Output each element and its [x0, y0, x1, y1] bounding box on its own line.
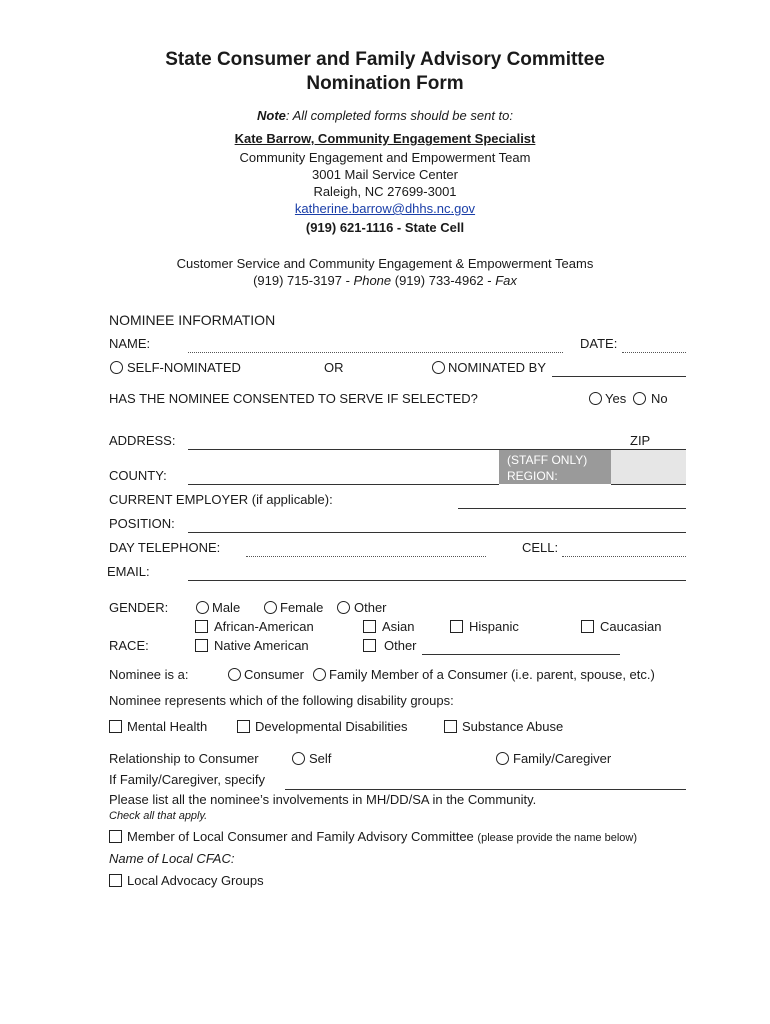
phone-number: (919) 715-3197 - [253, 273, 354, 288]
relationship-family-label: Family/Caregiver [513, 751, 612, 766]
disability-groups-question: Nominee represents which of the following disability groups: [109, 693, 454, 708]
staff-only-region-box [499, 450, 611, 484]
name-label: NAME: [109, 336, 151, 351]
relationship-label: Relationship to Consumer [109, 751, 259, 766]
contact-address2: Raleigh, NC 27699-3001 [313, 184, 457, 199]
position-field[interactable] [188, 532, 686, 533]
day-phone-field[interactable] [246, 556, 486, 557]
local-committee-note: (please provide the name below) [477, 832, 638, 844]
advocacy-groups-label: Local Advocacy Groups [127, 873, 264, 888]
cell-field[interactable] [562, 556, 686, 557]
consent-yes-radio[interactable] [589, 392, 602, 405]
note-line [0, 108, 770, 123]
employer-label: CURRENT EMPLOYER (if applicable): [109, 492, 333, 507]
or-label: OR [324, 360, 344, 375]
relationship-self-radio[interactable] [292, 752, 305, 765]
race-african-american-label: African-American [214, 619, 314, 634]
region-label: REGION: [507, 469, 558, 483]
gender-female-radio[interactable] [264, 601, 277, 614]
specify-field[interactable] [285, 789, 686, 790]
fax-number: (919) 733-4962 - [391, 273, 496, 288]
gender-other-radio[interactable] [337, 601, 350, 614]
consumer-label: Consumer [244, 667, 304, 682]
specify-label: If Family/Caregiver, specify [109, 772, 266, 787]
day-phone-label: DAY TELEPHONE: [109, 540, 221, 555]
nominated-by-field[interactable] [552, 376, 686, 377]
form-title-line1: State Consumer and Family Advisory Committee [165, 49, 605, 70]
position-label: POSITION: [109, 516, 175, 531]
county-field[interactable] [188, 484, 499, 485]
phone-fax-line [0, 273, 770, 288]
gender-female-label: Female [280, 600, 324, 615]
cell-label: CELL: [522, 540, 559, 555]
dev-disabilities-checkbox[interactable] [237, 720, 250, 733]
family-member-radio[interactable] [313, 668, 326, 681]
involvement-question: Please list all the nominee’s involvements in MH/DD/SA in the Community. [109, 792, 537, 807]
phone-label: Phone [353, 273, 392, 288]
date-field[interactable] [622, 352, 686, 353]
gender-label: GENDER: [109, 600, 169, 615]
contact-email-link[interactable]: katherine.barrow@dhhs.nc.gov [294, 201, 476, 216]
self-nominated-radio[interactable] [110, 361, 123, 374]
race-other-checkbox[interactable] [363, 639, 376, 652]
address-label: ADDRESS: [109, 433, 176, 448]
contact-team: Community Engagement and Empowerment Team [239, 150, 531, 165]
substance-abuse-label: Substance Abuse [462, 719, 564, 734]
contact-cell: (919) 621-1116 - State Cell [305, 220, 465, 235]
service-line: Customer Service and Community Engagement & Empowerment Teams [176, 256, 594, 271]
local-committee-checkbox[interactable] [109, 830, 122, 843]
advocacy-groups-checkbox[interactable] [109, 874, 122, 887]
check-all-note: Check all that apply. [109, 810, 208, 822]
zip-label: ZIP [630, 433, 651, 448]
form-title-line2: Nomination Form [306, 73, 464, 94]
race-hispanic-label: Hispanic [469, 619, 519, 634]
staff-only-label: (STAFF ONLY) [507, 453, 588, 467]
local-committee-text: Member of Local Consumer and Family Advisory Committee [127, 829, 474, 844]
contact-name: Kate Barrow, Community Engagement Specialist [234, 131, 536, 146]
race-african-american-checkbox[interactable] [195, 620, 208, 633]
consumer-radio[interactable] [228, 668, 241, 681]
name-field[interactable] [188, 352, 563, 353]
consent-question: HAS THE NOMINEE CONSENTED TO SERVE IF SELECTED? [109, 391, 478, 406]
race-native-american-checkbox[interactable] [195, 639, 208, 652]
race-native-american-label: Native American [214, 638, 309, 653]
race-asian-label: Asian [382, 619, 415, 634]
county-label: COUNTY: [109, 468, 167, 483]
contact-email-row [0, 201, 770, 216]
nominee-is-a-label: Nominee is a: [109, 667, 189, 682]
note-label: Note [256, 108, 286, 123]
consent-no-radio[interactable] [633, 392, 646, 405]
consent-yes-label: Yes [605, 391, 627, 406]
race-label: RACE: [109, 638, 149, 653]
family-member-label: Family Member of a Consumer (i.e. parent, spouse, etc.) [329, 667, 655, 682]
employer-field[interactable] [458, 508, 686, 509]
fax-label: Fax [495, 273, 517, 288]
race-other-field[interactable] [422, 654, 620, 655]
nominated-by-label: NOMINATED BY [448, 360, 546, 375]
self-nominated-label: SELF-NOMINATED [127, 360, 241, 375]
substance-abuse-checkbox[interactable] [444, 720, 457, 733]
race-other-label: Other [384, 638, 417, 653]
gender-male-radio[interactable] [196, 601, 209, 614]
race-hispanic-checkbox[interactable] [450, 620, 463, 633]
relationship-family-radio[interactable] [496, 752, 509, 765]
gender-male-label: Male [212, 600, 241, 615]
local-cfac-name-label: Name of Local CFAC: [109, 851, 235, 866]
email-label: EMAIL: [107, 564, 150, 579]
email-field[interactable] [188, 580, 686, 581]
mental-health-label: Mental Health [127, 719, 208, 734]
gender-other-label: Other [354, 600, 387, 615]
race-asian-checkbox[interactable] [363, 620, 376, 633]
section-title-nominee: NOMINEE INFORMATION [109, 312, 276, 328]
region-field [611, 450, 686, 485]
contact-address1: 3001 Mail Service Center [312, 167, 458, 182]
note-text: : All completed forms should be sent to: [285, 108, 514, 123]
local-committee-label [127, 829, 637, 844]
mental-health-checkbox[interactable] [109, 720, 122, 733]
race-caucasian-checkbox[interactable] [581, 620, 594, 633]
relationship-self-label: Self [309, 751, 332, 766]
dev-disabilities-label: Developmental Disabilities [255, 719, 408, 734]
nominated-by-radio[interactable] [432, 361, 445, 374]
date-label: DATE: [580, 336, 618, 351]
consent-no-label: No [651, 391, 668, 406]
race-caucasian-label: Caucasian [600, 619, 662, 634]
